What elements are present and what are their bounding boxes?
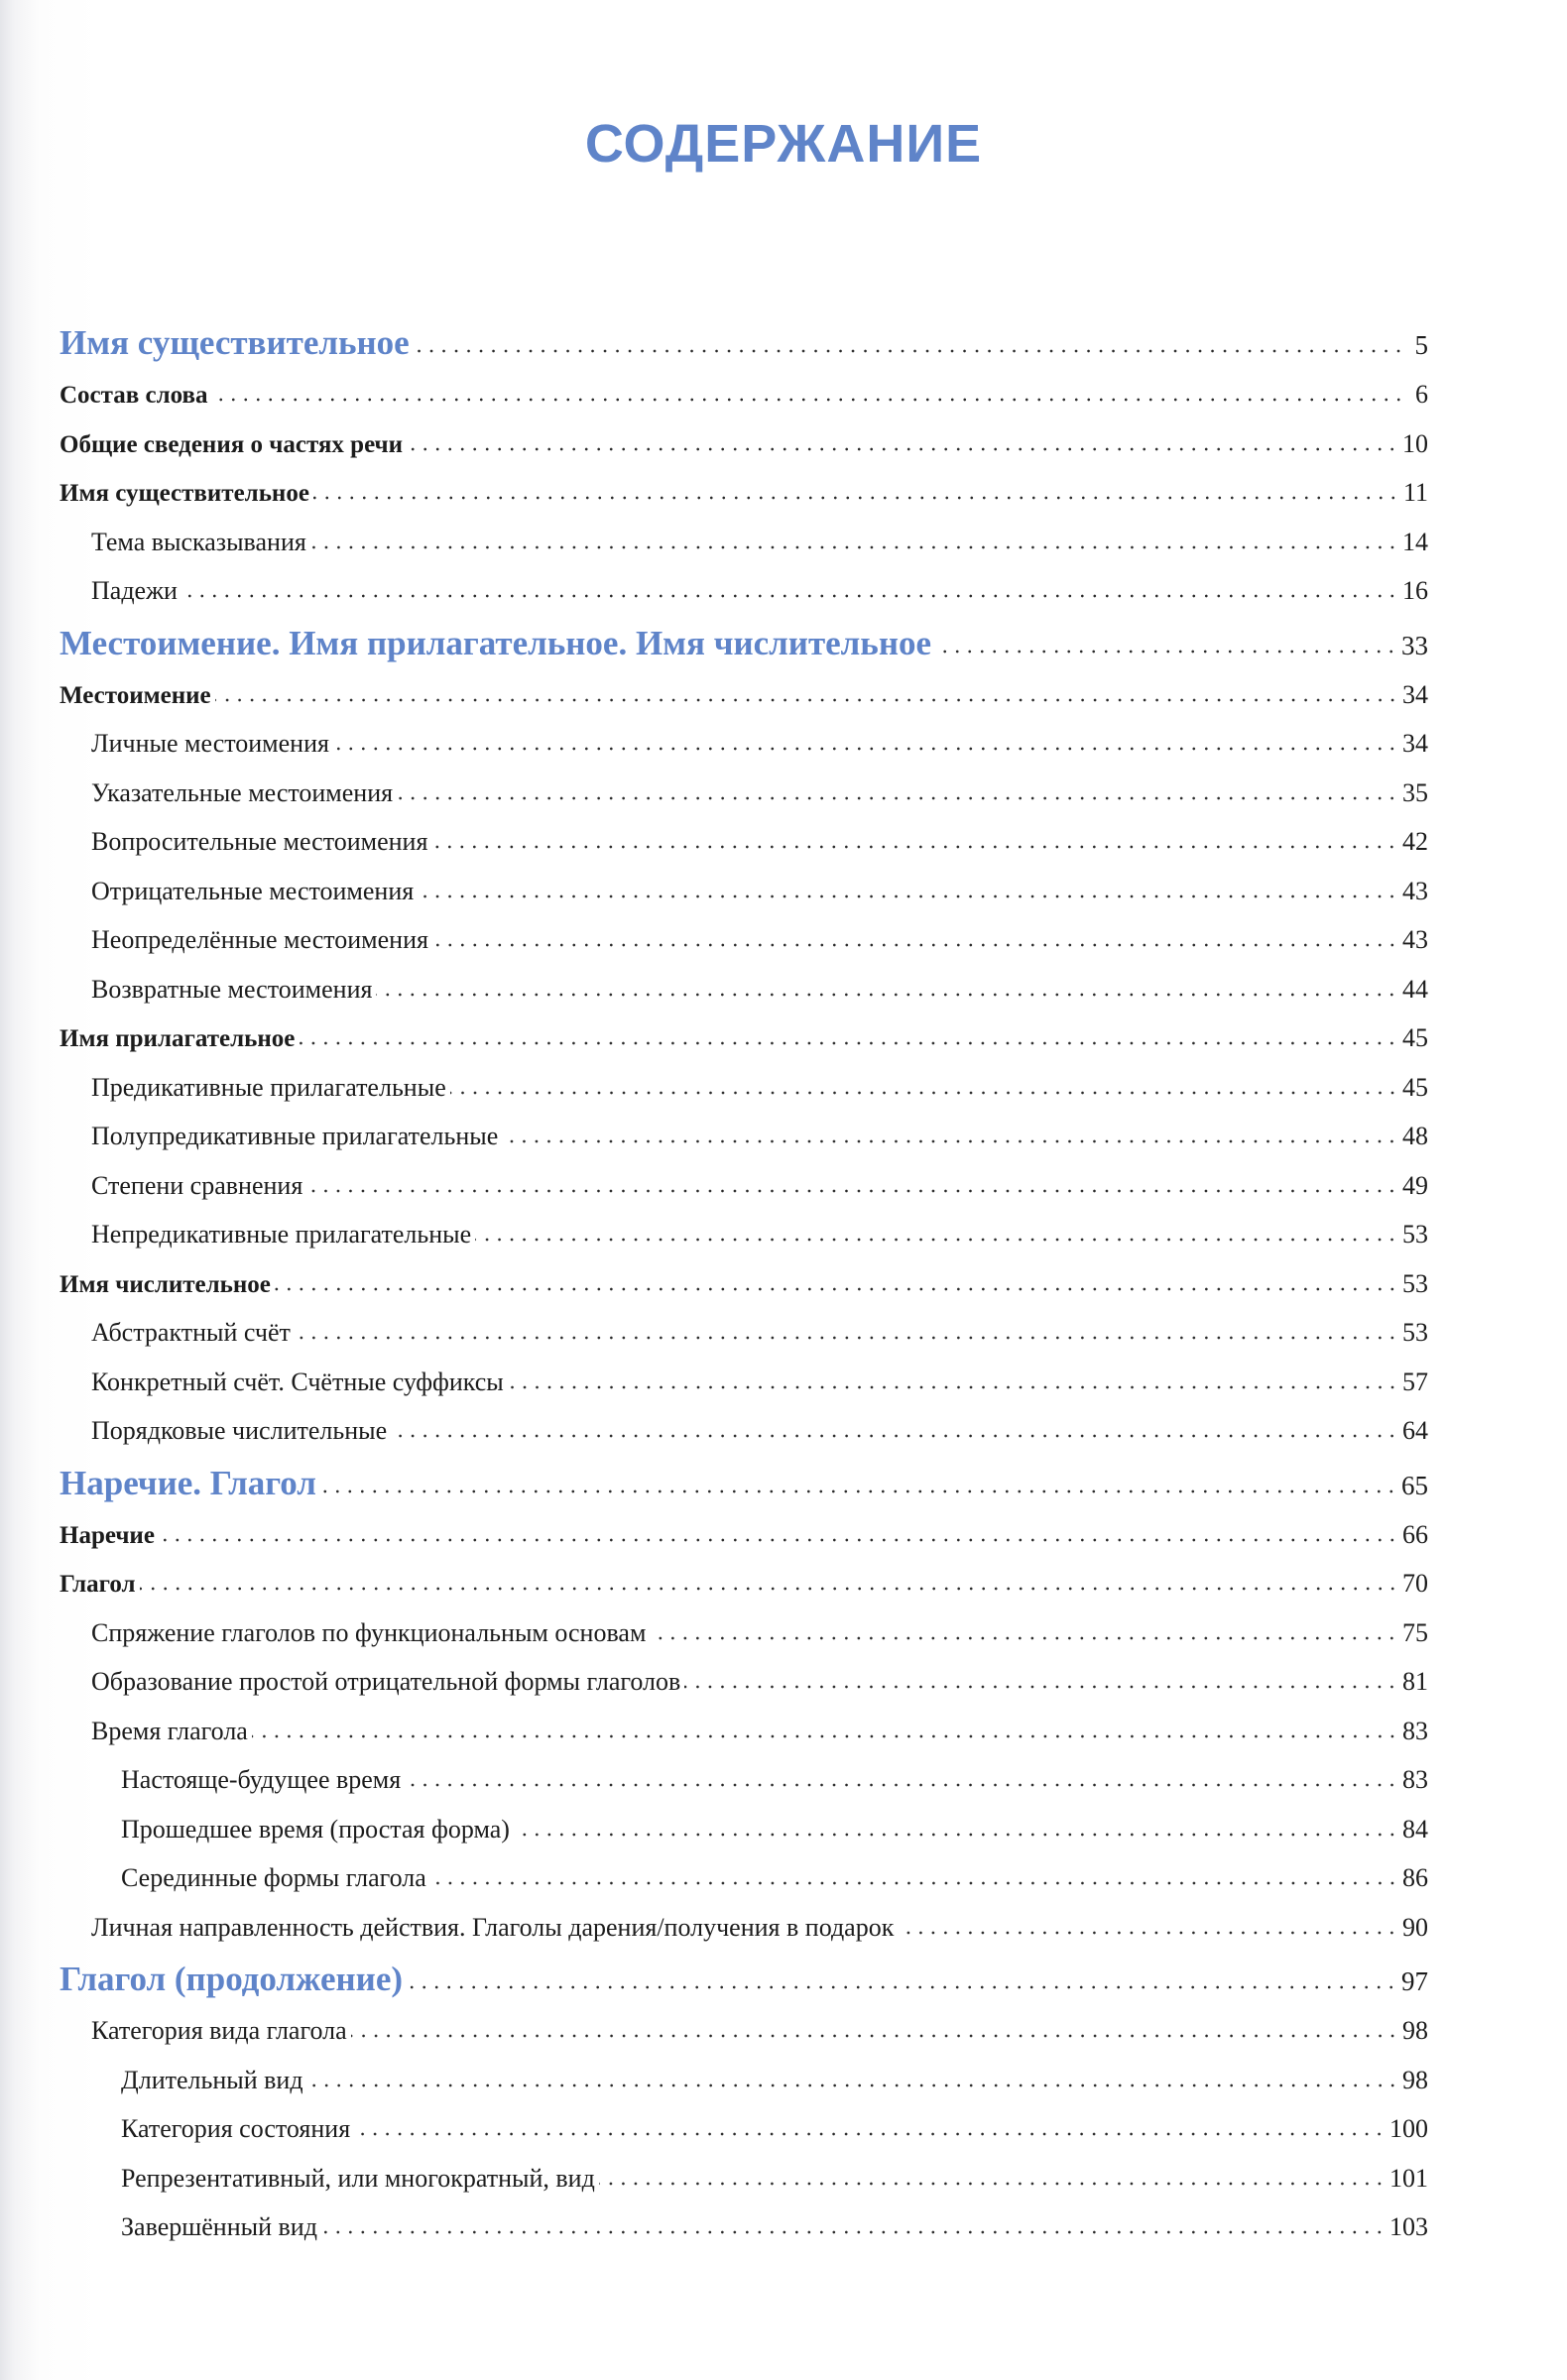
dot-leader	[313, 486, 1399, 501]
toc-entry-label: Глагол (продолжение)	[60, 1960, 404, 1998]
toc-page-number: 35	[1402, 777, 1428, 807]
dot-leader	[414, 339, 1404, 354]
toc-entry[interactable]	[60, 468, 1428, 518]
toc-entry[interactable]	[60, 1013, 1428, 1063]
toc-entry[interactable]	[60, 1308, 1428, 1358]
toc-page-number: 81	[1402, 1667, 1428, 1696]
toc-entry[interactable]	[60, 1406, 1428, 1456]
page-title: СОДЕРЖАНИЕ	[584, 114, 983, 175]
dot-leader	[354, 2122, 1386, 2137]
toc-entry-label: Категория вида глагола	[91, 2016, 347, 2045]
toc-entry[interactable]	[60, 419, 1428, 469]
dot-leader	[212, 388, 1405, 403]
toc-entry-label: Серединные формы глагола	[121, 1863, 426, 1892]
toc-page-number: 42	[1402, 827, 1428, 856]
dot-leader	[159, 1527, 1398, 1542]
dot-leader	[684, 1675, 1398, 1690]
toc-entry-label: Тема высказывания	[91, 527, 306, 556]
toc-page-number: 70	[1402, 1569, 1428, 1598]
toc-page-number: 83	[1402, 1716, 1428, 1745]
toc-entry[interactable]	[60, 1755, 1428, 1805]
toc-entry-label: Падежи	[91, 576, 178, 605]
toc-entry-label: Имя существительное	[60, 480, 309, 507]
toc-page-number: 5	[1414, 330, 1428, 360]
toc-entry-label: Состав слова	[60, 382, 208, 409]
toc-page-number: 34	[1402, 679, 1428, 709]
toc-entry-label: Спряжение глаголов по функциональным основам	[91, 1617, 647, 1647]
toc-entry[interactable]	[60, 1210, 1428, 1259]
toc-entry-label: Местоимение. Имя прилагательное. Имя числительное	[60, 623, 932, 662]
dot-leader	[351, 2024, 1398, 2039]
toc-entry-label: Прошедшее время (простая форма)	[121, 1814, 510, 1844]
toc-entry[interactable]	[60, 915, 1428, 965]
toc-entry-label: Глагол	[60, 1571, 136, 1598]
toc-entry-label: Степени сравнения	[91, 1170, 303, 1200]
toc-entry-label: Отрицательные местоимения	[91, 876, 415, 905]
dot-leader	[307, 2073, 1398, 2087]
toc-entry-label: Абстрактный счёт	[91, 1318, 291, 1347]
dot-leader	[333, 737, 1398, 752]
toc-entry-label: Вопросительные местоимения	[91, 827, 428, 856]
toc-entry[interactable]	[60, 1608, 1428, 1658]
toc-entry-label: Личная направленность действия. Глаголы дарения/получения в подарок	[91, 1912, 895, 1942]
toc-page-number: 100	[1389, 2114, 1428, 2143]
toc-entry[interactable]	[60, 1510, 1428, 1560]
dot-leader	[898, 1920, 1398, 1935]
toc-section-heading[interactable]	[60, 1952, 1428, 2006]
toc-entry[interactable]	[60, 518, 1428, 567]
dot-leader	[299, 1031, 1398, 1046]
dot-leader	[391, 1424, 1398, 1439]
toc-entry-label: Категория состояния	[121, 2114, 351, 2143]
dot-leader	[502, 1130, 1398, 1144]
toc-entry[interactable]	[60, 1161, 1428, 1211]
toc-page-number: 48	[1402, 1122, 1428, 1150]
toc-page-number: 103	[1389, 2212, 1428, 2241]
dot-leader	[397, 785, 1398, 800]
dot-leader	[430, 1871, 1398, 1886]
toc-entry-label: Возвратные местоимения	[91, 974, 373, 1004]
toc-entry-label: Репрезентативный, или многократный, вид	[121, 2163, 595, 2193]
toc-page-number: 53	[1402, 1220, 1428, 1249]
toc-page-number: 43	[1402, 876, 1428, 905]
toc-entry-label: Порядковые числительные	[91, 1416, 388, 1445]
toc-page-number: 66	[1402, 1519, 1428, 1549]
toc-page-number: 45	[1402, 1023, 1428, 1052]
dot-leader	[252, 1724, 1398, 1738]
toc-entry[interactable]	[60, 1063, 1428, 1113]
dot-leader	[935, 639, 1397, 654]
toc-entry[interactable]	[60, 2154, 1428, 2203]
dot-leader	[306, 1178, 1398, 1193]
toc-entry[interactable]	[60, 2006, 1428, 2056]
toc-page-number: 33	[1401, 630, 1428, 660]
toc-entry[interactable]	[60, 2056, 1428, 2105]
dot-leader	[514, 1822, 1398, 1837]
toc-entry[interactable]	[60, 370, 1428, 419]
toc-entry[interactable]	[60, 769, 1428, 818]
dot-leader	[295, 1326, 1398, 1341]
toc-page-number: 101	[1389, 2163, 1428, 2193]
toc-entry-label: Имя числительное	[60, 1270, 271, 1298]
toc-page-number: 53	[1402, 1268, 1428, 1298]
toc-page-number: 98	[1402, 2065, 1428, 2094]
toc-page-number: 65	[1401, 1470, 1428, 1500]
dot-leader	[321, 2220, 1386, 2235]
toc-entry-label: Время глагола	[91, 1716, 248, 1745]
toc-entry[interactable]	[60, 867, 1428, 916]
toc-page-number: 44	[1402, 974, 1428, 1004]
toc-page-number: 83	[1402, 1765, 1428, 1794]
dot-leader	[140, 1577, 1398, 1592]
toc-entry[interactable]	[60, 817, 1428, 867]
toc-entry[interactable]	[60, 1853, 1428, 1903]
dot-leader	[215, 687, 1398, 702]
toc-page-number: 14	[1402, 527, 1428, 556]
toc-page-number: 97	[1401, 1966, 1428, 1996]
dot-leader	[508, 1374, 1398, 1389]
table-of-contents	[60, 315, 1428, 2252]
toc-page-number: 49	[1402, 1170, 1428, 1200]
toc-entry[interactable]	[60, 670, 1428, 720]
toc-entry[interactable]	[60, 1358, 1428, 1407]
toc-page-number: 10	[1402, 428, 1428, 458]
toc-section-heading[interactable]	[60, 315, 1428, 370]
toc-entry-label: Общие сведения о частях речи	[60, 430, 404, 458]
toc-entry-label: Имя существительное	[60, 323, 410, 362]
dot-leader	[432, 933, 1398, 948]
dot-leader	[431, 835, 1398, 850]
toc-entry-label: Местоимение	[60, 681, 211, 709]
toc-entry[interactable]	[60, 1112, 1428, 1161]
toc-entry-label: Личные местоимения	[91, 729, 329, 758]
dot-leader	[275, 1276, 1398, 1291]
toc-page-number: 90	[1402, 1912, 1428, 1942]
dot-leader	[475, 1228, 1398, 1243]
toc-page-number: 84	[1402, 1814, 1428, 1844]
dot-leader	[450, 1080, 1398, 1095]
toc-entry-label: Предикативные прилагательные	[91, 1072, 446, 1102]
dot-leader	[650, 1625, 1398, 1640]
toc-entry-label: Конкретный счёт. Счётные суффиксы	[91, 1367, 504, 1396]
toc-entry[interactable]	[60, 719, 1428, 769]
toc-page-number: 75	[1402, 1617, 1428, 1647]
toc-page-number: 16	[1402, 576, 1428, 605]
dot-leader	[181, 584, 1398, 599]
toc-entry-label: Непредикативные прилагательные	[91, 1220, 472, 1249]
dot-leader	[405, 1773, 1398, 1788]
dot-leader	[407, 436, 1398, 451]
toc-page-number: 6	[1415, 380, 1428, 409]
toc-entry-label: Имя прилагательное	[60, 1025, 296, 1052]
toc-entry[interactable]	[60, 1707, 1428, 1756]
toc-page-number: 98	[1402, 2016, 1428, 2045]
toc-section-heading[interactable]	[60, 1456, 1428, 1510]
dot-leader	[407, 1975, 1397, 1990]
toc-entry-label: Наречие	[60, 1521, 155, 1549]
toc-entry[interactable]	[60, 1805, 1428, 1854]
toc-page-number: 57	[1402, 1367, 1428, 1396]
toc-page-number: 45	[1402, 1072, 1428, 1102]
toc-page-number: 53	[1402, 1318, 1428, 1347]
dot-leader	[418, 884, 1398, 898]
toc-entry[interactable]	[60, 1903, 1428, 1953]
toc-page-number: 43	[1402, 925, 1428, 954]
toc-entry[interactable]	[60, 965, 1428, 1014]
toc-entry-label: Завершённый вид	[121, 2212, 317, 2241]
toc-entry-label: Длительный вид	[121, 2065, 303, 2094]
dot-leader	[376, 982, 1398, 997]
toc-entry-label: Образование простой отрицательной формы глаголов	[91, 1667, 681, 1696]
toc-entry[interactable]	[60, 1559, 1428, 1608]
toc-page-number: 34	[1402, 729, 1428, 758]
toc-page-number: 64	[1402, 1416, 1428, 1445]
toc-entry-label: Указательные местоимения	[91, 777, 394, 807]
toc-entry-label: Наречие. Глагол	[60, 1463, 316, 1502]
toc-section-heading[interactable]	[60, 616, 1428, 670]
toc-entry[interactable]	[60, 2104, 1428, 2154]
toc-entry-label: Неопределённые местоимения	[91, 925, 428, 954]
dot-leader	[320, 1479, 1397, 1493]
toc-entry[interactable]	[60, 2202, 1428, 2252]
toc-entry[interactable]	[60, 1259, 1428, 1309]
toc-entry-label: Полупредикативные прилагательные	[91, 1122, 499, 1150]
toc-entry-label: Настояще-будущее время	[121, 1765, 402, 1794]
toc-entry[interactable]	[60, 1657, 1428, 1707]
dot-leader	[599, 2171, 1386, 2186]
toc-entry[interactable]	[60, 566, 1428, 616]
toc-page-number: 86	[1402, 1863, 1428, 1892]
toc-page-number: 11	[1402, 478, 1428, 507]
dot-leader	[310, 535, 1398, 549]
